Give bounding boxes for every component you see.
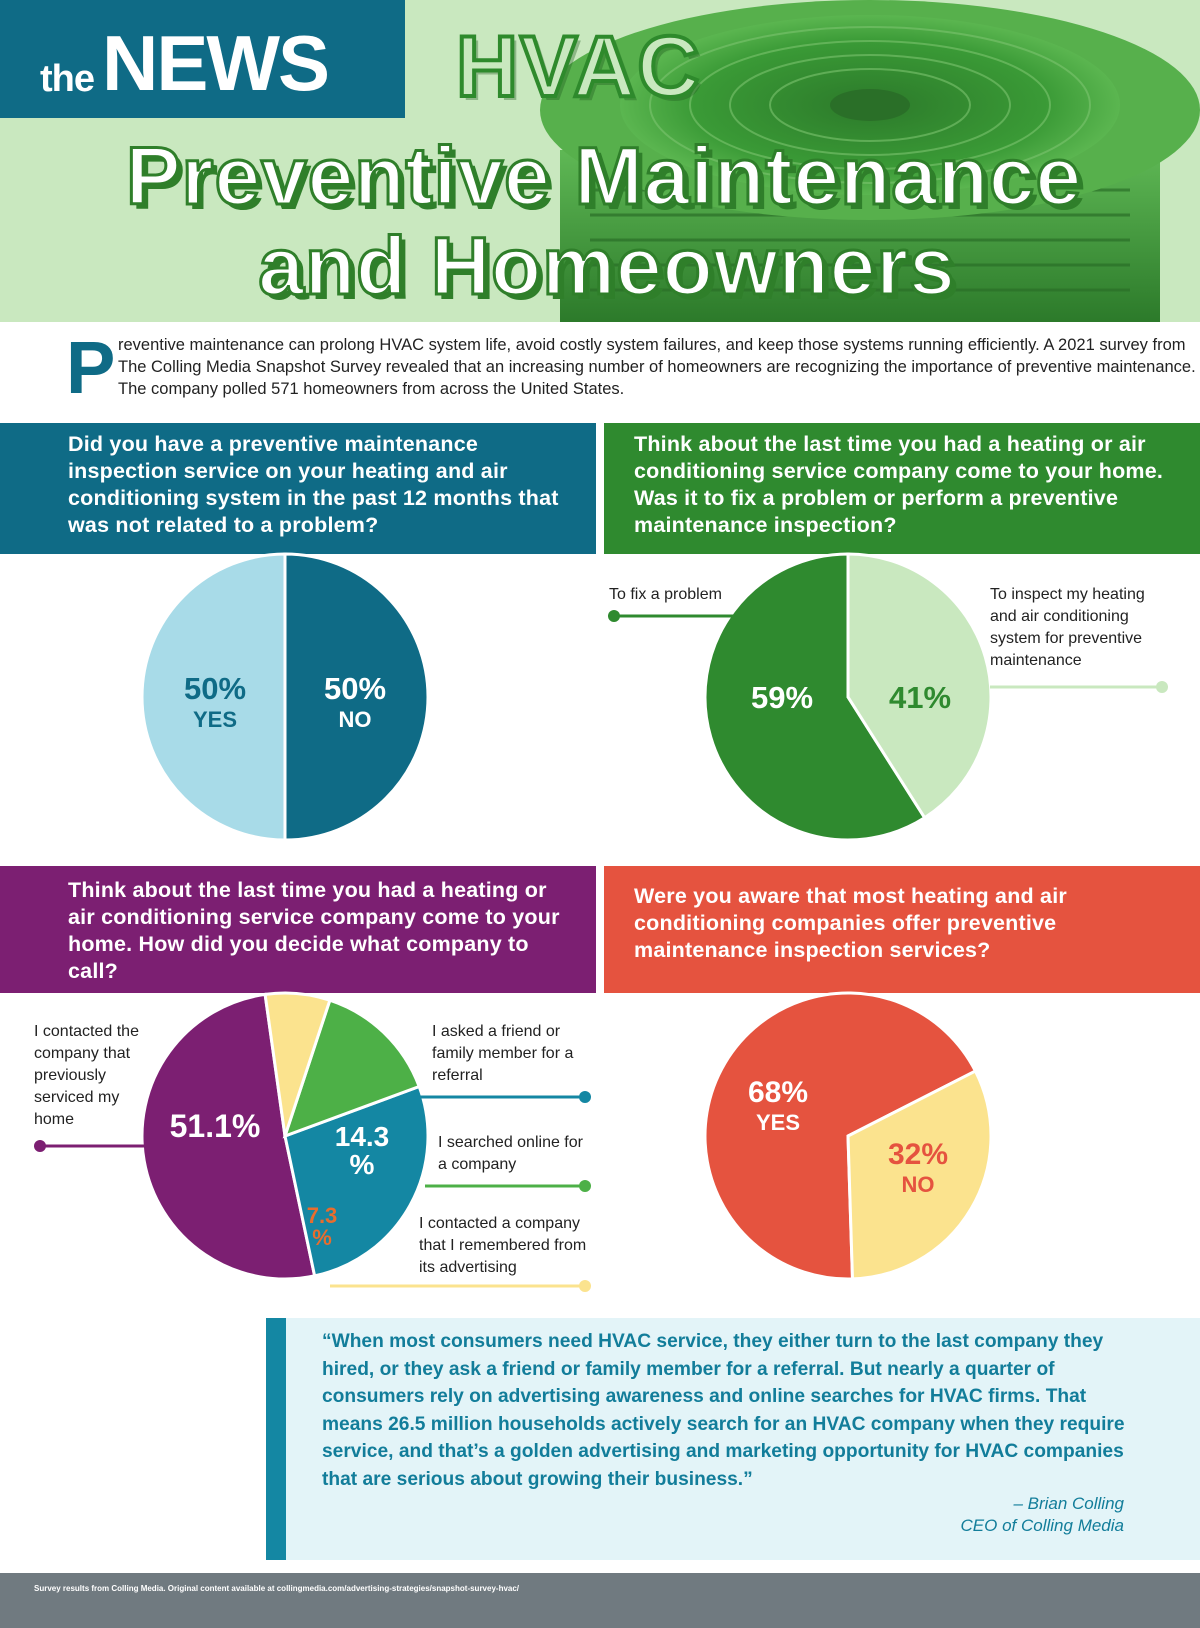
- pie-value-label: 50%: [323, 671, 387, 706]
- intro-text: reventive maintenance can prolong HVAC system life, avoid costly system failures, and keep those systems running efficiently. A 2021 survey from The Colling Media Snapshot Survey revealed that an increasing number of homeowners are recognizing the importance of preventive maintenance. The company polled 571 homeowners from across the United States.: [118, 336, 1196, 398]
- leader-friend-dot: [579, 1091, 591, 1103]
- question-2-banner: Think about the last time you had a heating or air conditioning service company come to your home. Was it to fix a problem or perform a preventive maintenance inspection?: [604, 423, 1200, 554]
- question-3-banner: Think about the last time you had a heating or air conditioning service company come to your home. How did you decide what company to call?: [0, 866, 596, 993]
- question-4-banner: Were you aware that most heating and air conditioning companies offer preventive maintenance inspection services?: [604, 866, 1200, 993]
- logo: [0, 0, 405, 118]
- question-1-banner: Did you have a preventive maintenance inspection service on your heating and air conditioning system in the past 12 months that was not related to a problem?: [0, 423, 596, 554]
- pie-category-label: NO: [901, 1172, 935, 1197]
- pie-value-label: 50%: [183, 671, 247, 706]
- label-previous-company: I contacted the company that previously serviced my home: [34, 1023, 139, 1128]
- pie-chart-4: [600, 993, 1200, 1305]
- header: [0, 0, 1200, 322]
- quote-accent-bar: [266, 1318, 286, 1560]
- logo-the: the: [40, 58, 94, 100]
- page-title-line1: Preventive Maintenance: [125, 131, 1083, 222]
- quote-author: – Brian Colling: [1013, 1494, 1124, 1513]
- brand-hvac: HVAC: [456, 19, 702, 115]
- label-fix-problem: To fix a problem: [609, 586, 722, 603]
- leader-previous-dot: [34, 1140, 46, 1152]
- label-advertising: I contacted a company that I remembered from its advertising: [419, 1215, 587, 1276]
- footer-text: Survey results from Colling Media. Original content available at collingmedia.com/advertising-strategies/snapshot-survey-hvac/: [34, 1584, 520, 1593]
- pie-chart-1: [0, 554, 600, 866]
- logo-news: NEWS: [102, 19, 328, 107]
- footer: [0, 1573, 1200, 1628]
- label-inspect-system: To inspect my heating and air conditioning system for preventive maintenance: [990, 586, 1145, 669]
- pie-value-percent: %: [312, 1225, 332, 1250]
- pie-value-label: 32%: [887, 1138, 949, 1171]
- pie-value-label: 51.1%: [169, 1108, 261, 1145]
- leader-fix-problem-dot: [608, 610, 620, 622]
- pie-value-label: 68%: [747, 1076, 809, 1109]
- pie-category-label: YES: [192, 707, 238, 732]
- pie-value-label: 7.3: [306, 1203, 338, 1228]
- pie-category-label: NO: [338, 707, 372, 732]
- label-friend-referral: I asked a friend or family member for a referral: [432, 1023, 574, 1084]
- pie-category-label: YES: [755, 1110, 801, 1135]
- leader-advert-dot: [579, 1280, 591, 1292]
- pie-value-label: 59%: [750, 679, 814, 715]
- quote-role: CEO of Colling Media: [960, 1516, 1124, 1535]
- pie-value-label: 14.3: [334, 1121, 390, 1152]
- page-title-line2: and Homeowners: [258, 221, 956, 312]
- quote-text: “When most consumers need HVAC service, they either turn to the last company they hired, or they ask a friend or family member for a referral. But nearly a quarter of consumers rely on advertising awareness and online searches for HVAC firms. That means 26.5 million households actively search for an HVAC company when they require service, and that’s a golden advertising and marketing opportunity for HVAC companies that are serious about growing their business.”: [322, 1331, 1125, 1490]
- pie-value-percent: %: [349, 1149, 375, 1180]
- pie-value-label: 41%: [888, 679, 952, 715]
- dropcap: P: [66, 326, 116, 409]
- label-searched-online: I searched online for a company: [438, 1134, 583, 1173]
- leader-online-dot: [579, 1180, 591, 1192]
- leader-inspect-dot: [1156, 681, 1168, 693]
